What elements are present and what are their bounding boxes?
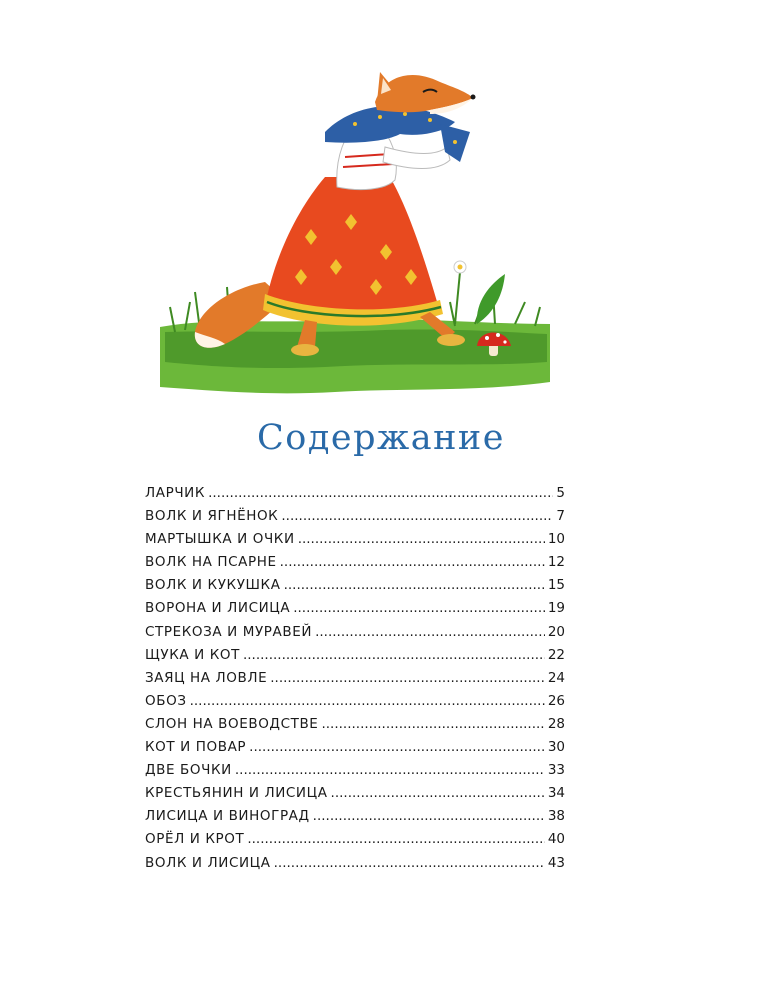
- toc-entry-page: 22: [547, 646, 565, 663]
- toc-leader-dots: [235, 762, 545, 778]
- toc-entry[interactable]: [145, 624, 565, 647]
- toc-entry-title: МАРТЫШКА И ОЧКИ: [145, 531, 295, 548]
- toc-entry-title: КРЕСТЬЯНИН И ЛИСИЦА: [145, 785, 328, 802]
- toc-entry[interactable]: [145, 785, 565, 808]
- fox-in-sarafan-icon: [155, 62, 555, 407]
- toc-leader-dots: [284, 577, 545, 593]
- toc-entry-title: ВОРОНА И ЛИСИЦА: [145, 600, 291, 617]
- toc-entry-title: ВОЛК И КУКУШКА: [145, 577, 281, 594]
- toc-entry-page: 20: [547, 623, 565, 640]
- fox-illustration: [155, 62, 555, 407]
- toc-leader-dots: [321, 716, 544, 732]
- toc-entry-page: 43: [547, 854, 565, 871]
- toc-entry-page: 7: [556, 508, 565, 525]
- toc-entry-page: 38: [547, 808, 565, 825]
- toc-leader-dots: [331, 785, 545, 801]
- toc-leader-dots: [315, 624, 545, 640]
- toc-entry-title: ВОЛК И ЯГНЁНОК: [145, 508, 279, 525]
- toc-entry[interactable]: [145, 508, 565, 531]
- toc-entry[interactable]: [145, 577, 565, 600]
- toc-leader-dots: [280, 554, 545, 570]
- toc-leader-dots: [270, 670, 545, 686]
- toc-entry-title: ЗАЯЦ НА ЛОВЛЕ: [145, 669, 268, 686]
- toc-entry-title: СЛОН НА ВОЕВОДСТВЕ: [145, 715, 319, 732]
- toc-entry-page: 10: [547, 531, 565, 548]
- toc-entry-title: ЩУКА И КОТ: [145, 646, 240, 663]
- toc-leader-dots: [313, 808, 545, 824]
- toc-entry[interactable]: [145, 855, 565, 878]
- toc-entry-page: 28: [547, 715, 565, 732]
- toc-entry-title: ОРЁЛ И КРОТ: [145, 831, 245, 848]
- toc-entry-page: 30: [547, 739, 565, 756]
- toc-leader-dots: [298, 531, 545, 547]
- toc-entry-page: 33: [547, 762, 565, 779]
- toc-leader-dots: [190, 693, 545, 709]
- toc-entry-title: ВОЛК И ЛИСИЦА: [145, 854, 271, 871]
- toc-entry[interactable]: [145, 762, 565, 785]
- toc-leader-dots: [208, 485, 553, 501]
- toc-leader-dots: [249, 739, 545, 755]
- toc-entry-page: 26: [547, 692, 565, 709]
- toc-entry[interactable]: [145, 531, 565, 554]
- toc-entry[interactable]: [145, 670, 565, 693]
- toc-entry[interactable]: [145, 716, 565, 739]
- contents-title: Содержание: [257, 418, 505, 458]
- toc-leader-dots: [293, 600, 545, 616]
- toc-entry-title: СТРЕКОЗА И МУРАВЕЙ: [145, 623, 313, 640]
- toc-entry-title: ОБОЗ: [145, 692, 187, 709]
- toc-leader-dots: [243, 647, 545, 663]
- toc-entry[interactable]: [145, 647, 565, 670]
- toc-entry-title: ЛАРЧИК: [145, 485, 206, 501]
- toc-entry[interactable]: [145, 485, 565, 508]
- toc-entry-page: 5: [556, 485, 565, 501]
- toc-entry-page: 40: [547, 831, 565, 848]
- toc-leader-dots: [247, 831, 544, 847]
- toc-entry-page: 24: [547, 669, 565, 686]
- toc-entry-page: 34: [547, 785, 565, 802]
- table-of-contents: [145, 485, 565, 878]
- toc-entry-page: 15: [547, 577, 565, 594]
- toc-entry[interactable]: [145, 831, 565, 854]
- toc-entry[interactable]: [145, 600, 565, 623]
- toc-entry-title: ЛИСИЦА И ВИНОГРАД: [145, 808, 310, 825]
- toc-leader-dots: [274, 855, 545, 871]
- toc-leader-dots: [281, 508, 553, 524]
- toc-entry-title: ДВЕ БОЧКИ: [145, 762, 232, 779]
- toc-entry-title: КОТ И ПОВАР: [145, 739, 247, 756]
- toc-entry[interactable]: [145, 554, 565, 577]
- toc-entry[interactable]: [145, 808, 565, 831]
- toc-entry[interactable]: [145, 739, 565, 762]
- toc-entry-title: ВОЛК НА ПСАРНЕ: [145, 554, 277, 571]
- toc-entry-page: 19: [547, 600, 565, 617]
- toc-entry-page: 12: [547, 554, 565, 571]
- toc-entry[interactable]: [145, 693, 565, 716]
